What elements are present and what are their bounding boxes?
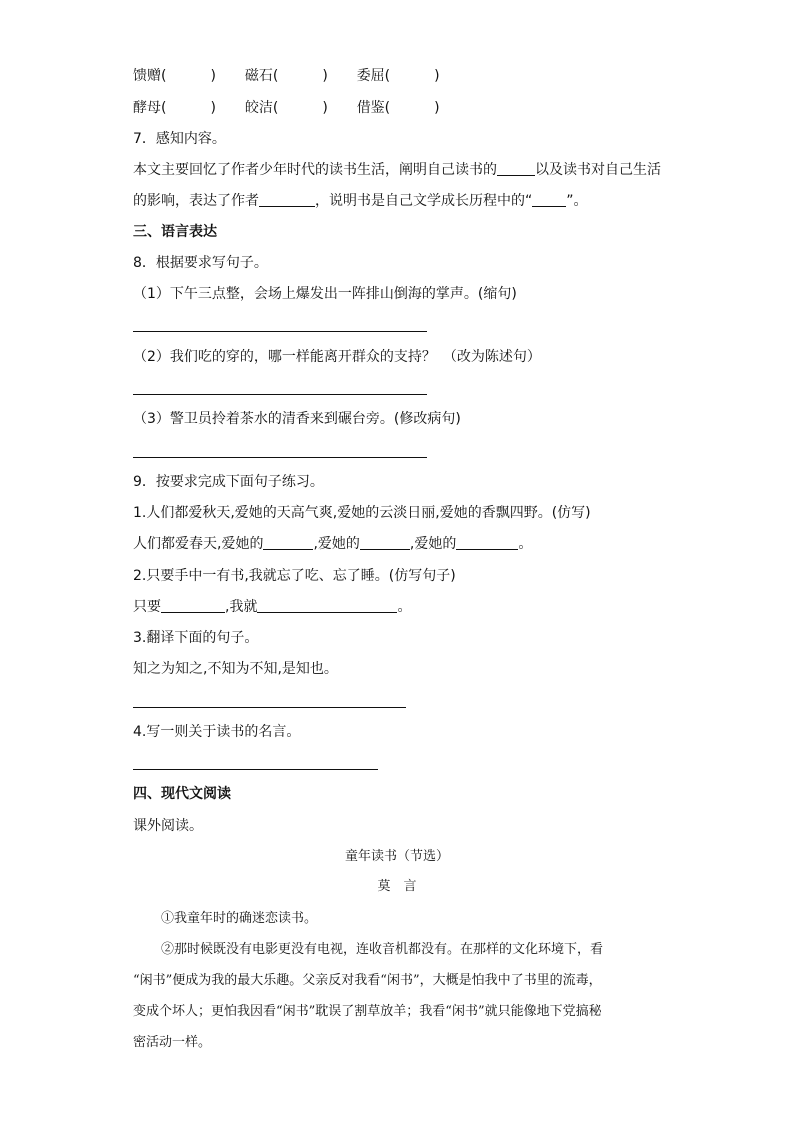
pinyin-item: 酵母( — [133, 100, 167, 116]
pinyin-item: 皎洁( — [244, 100, 279, 116]
answer-blank[interactable] — [259, 192, 315, 207]
q8-title: 8．根据要求写句子。 — [133, 255, 268, 271]
q9-part-3: 3.翻译下面的句子。 — [133, 630, 259, 646]
q7-line1: 本文主要回忆了作者少年时代的读书生活，阐明自己读书的 以及读书对自己生活 — [133, 162, 661, 178]
article-paragraph-1: ①我童年时的确迷恋读书。 — [161, 911, 318, 926]
pinyin-item: 委屈( — [356, 68, 391, 84]
q8-sentence-1: （1）下午三点整，会场上爆发出一阵排山倒海的掌声。(缩句) — [133, 286, 517, 302]
q9-part-3-text: 知之为知之,不知为不知,是知也。 — [133, 661, 338, 677]
answer-blank[interactable] — [360, 535, 410, 550]
q8-sentence-2: （2）我们吃的穿的，哪一样能离开群众的支持？ （改为陈述句） — [133, 349, 541, 365]
pinyin-row-1: 馈赠( ) 磁石( ) 委屈( ) — [133, 68, 440, 84]
q9-part-1: 1.人们都爱秋天,爱她的天高气爽,爱她的云淡日丽,爱她的香飘四野。(仿写) — [133, 505, 591, 521]
answer-line[interactable] — [133, 457, 427, 458]
pinyin-item: 馈赠( — [133, 68, 167, 84]
answer-blank[interactable] — [263, 535, 313, 550]
q7-title: 7．感知内容。 — [133, 131, 226, 147]
article-paragraph-2-line-2: “闲书”便成为我的最大乐趣。父亲反对我看“闲书”，大概是怕我中了书里的流毒， — [133, 973, 602, 988]
answer-blank[interactable] — [257, 598, 397, 613]
q7-line2: 的影响，表达了作者 ，说明书是自己文学成长历程中的“ ”。 — [133, 193, 588, 209]
pinyin-row-2: 酵母( ) 皎洁( ) 借鉴( ) — [133, 100, 440, 116]
answer-line[interactable] — [133, 769, 378, 770]
answer-blank[interactable] — [161, 598, 225, 613]
section-subtitle: 课外阅读。 — [133, 818, 203, 834]
article-title: 童年读书（节选） — [344, 849, 449, 864]
q8-sentence-3: （3）警卫员拎着茶水的清香来到碾台旁。(修改病句) — [133, 411, 461, 427]
answer-blank[interactable] — [456, 535, 518, 550]
q9-part-1-fill: 人们都爱春天,爱她的 ,爱她的 ,爱她的 。 — [133, 536, 533, 552]
answer-line[interactable] — [133, 331, 427, 332]
section-heading: 四、现代文阅读 — [133, 786, 231, 802]
q9-title: 9．按要求完成下面句子练习。 — [133, 474, 324, 490]
q9-part-4: 4.写一则关于读书的名言。 — [133, 724, 301, 740]
answer-blank[interactable] — [532, 192, 566, 207]
article-paragraph-2-line-1: ②那时候既没有电影更没有电视，连收音机都没有。在那样的文化环境下，看 — [161, 942, 604, 957]
section-heading: 三、语言表达 — [133, 224, 217, 240]
pinyin-item: 借鉴( — [356, 100, 391, 116]
answer-line[interactable] — [133, 394, 427, 395]
article-author: 莫 言 — [377, 879, 417, 894]
q9-part-2: 2.只要手中一有书,我就忘了吃、忘了睡。(仿写句子) — [133, 568, 456, 584]
answer-line[interactable] — [133, 707, 406, 708]
article-paragraph-2-line-3: 变成个坏人；更怕我因看“闲书”耽误了割草放羊；我看“闲书”就只能像地下党搞秘 — [133, 1004, 602, 1019]
answer-blank[interactable] — [497, 161, 535, 176]
pinyin-item: 磁石( — [244, 68, 279, 84]
article-paragraph-2-line-4: 密活动一样。 — [133, 1035, 212, 1050]
q9-part-2-fill: 只要 ,我就 。 — [133, 599, 412, 615]
